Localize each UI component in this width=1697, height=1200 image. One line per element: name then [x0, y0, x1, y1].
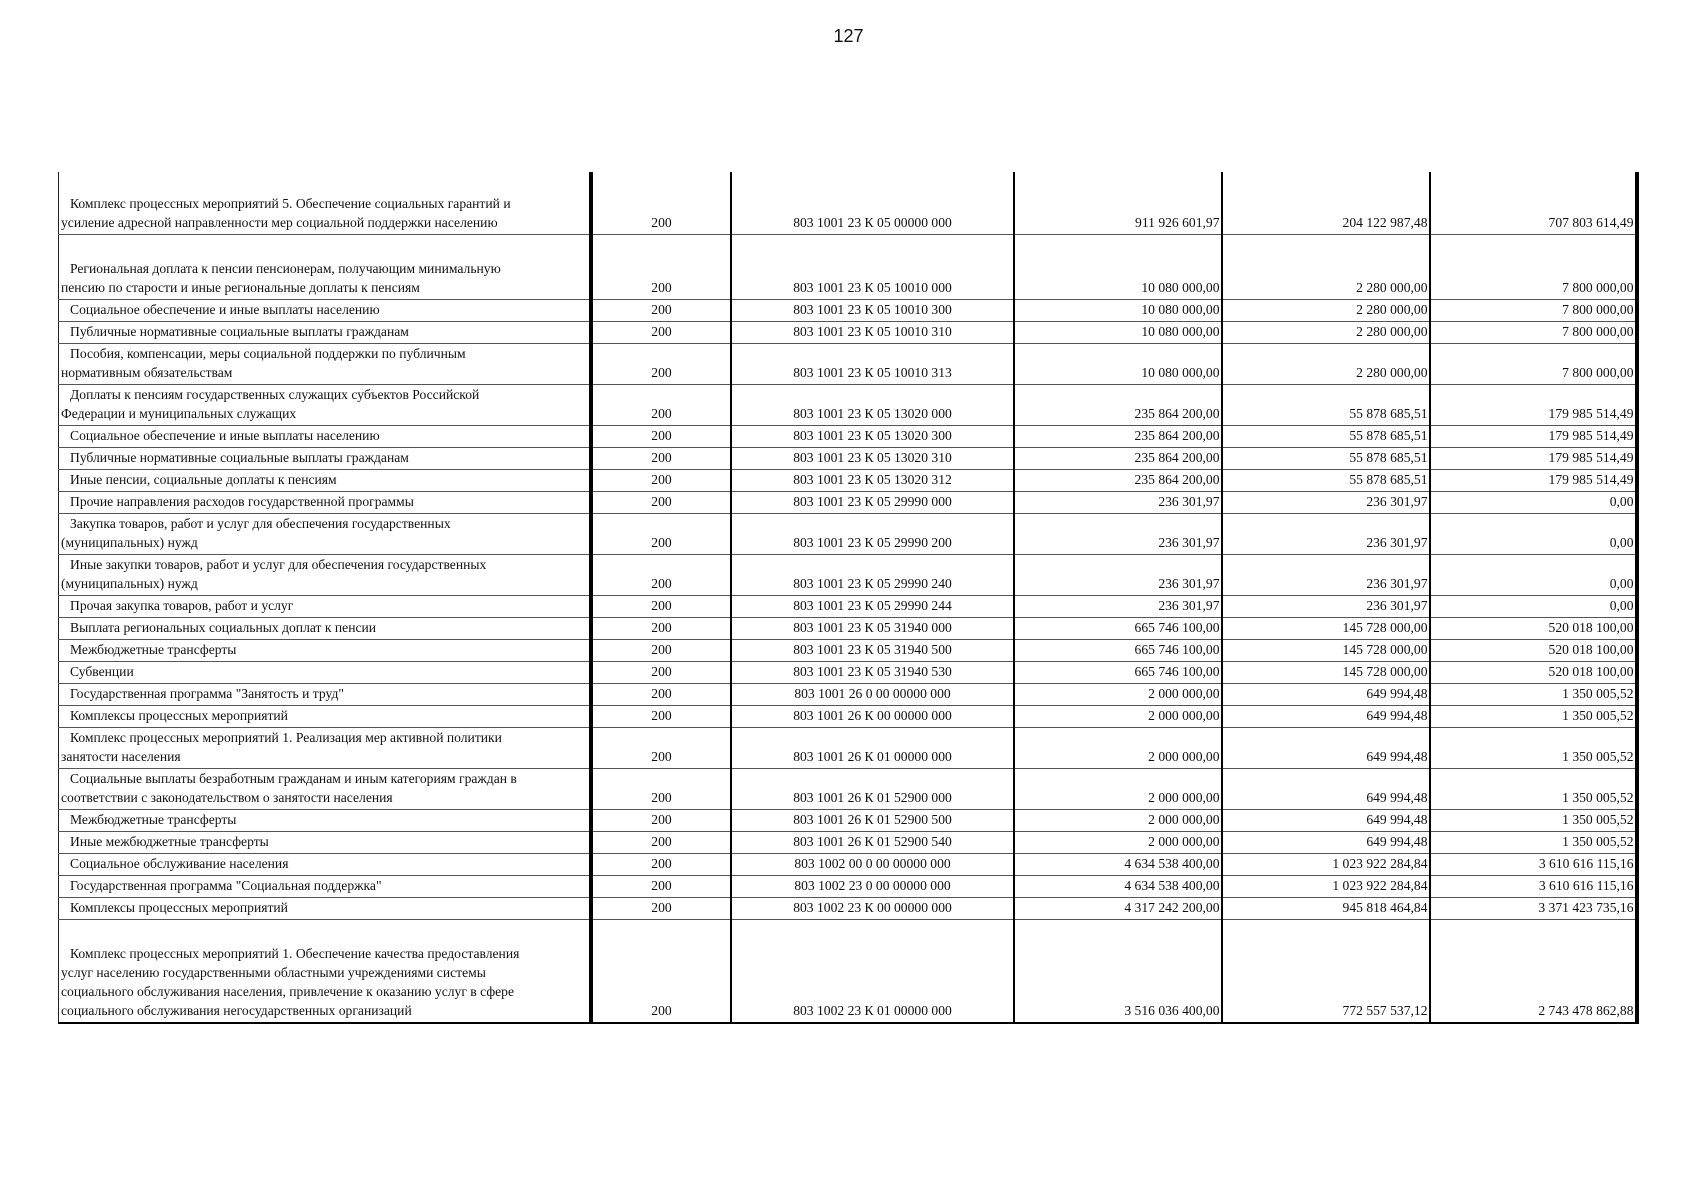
- table-row: [59, 344, 1637, 385]
- row-kbk-cell: 803 1002 23 К 00 00000 000: [731, 898, 1014, 920]
- row-executed-cell: 649 994,48: [1222, 769, 1430, 810]
- row-name-line: Иные пенсии, социальные доплаты к пенсиям: [70, 472, 337, 487]
- row-approved-cell: 235 864 200,00: [1014, 385, 1222, 426]
- row-code-cell: 200: [591, 596, 731, 618]
- row-name-cell: [59, 920, 591, 1024]
- row-name-line: (муниципальных) нужд: [61, 535, 198, 550]
- row-remaining-cell: 1 350 005,52: [1430, 832, 1637, 854]
- row-code-cell: 200: [591, 662, 731, 684]
- table-row: [59, 618, 1637, 640]
- row-name-cell: [59, 172, 591, 235]
- row-kbk-cell: 803 1001 23 К 05 29990 000: [731, 492, 1014, 514]
- row-name-cell: [59, 618, 591, 640]
- row-code-cell: 200: [591, 920, 731, 1024]
- row-executed-cell: 649 994,48: [1222, 706, 1430, 728]
- row-kbk-cell: 803 1001 23 К 05 29990 200: [731, 514, 1014, 555]
- row-remaining-cell: 520 018 100,00: [1430, 662, 1637, 684]
- table-row: [59, 235, 1637, 300]
- row-name-line: Субвенции: [70, 664, 134, 679]
- row-name-cell: [59, 344, 591, 385]
- row-remaining-cell: 179 985 514,49: [1430, 385, 1637, 426]
- row-remaining-cell: 520 018 100,00: [1430, 640, 1637, 662]
- row-code-cell: 200: [591, 426, 731, 448]
- row-kbk-cell: 803 1001 26 К 01 52900 540: [731, 832, 1014, 854]
- row-name-cell: [59, 706, 591, 728]
- row-kbk-cell: 803 1001 23 К 05 10010 310: [731, 322, 1014, 344]
- table-row: [59, 514, 1637, 555]
- row-kbk-cell: 803 1001 23 К 05 10010 300: [731, 300, 1014, 322]
- row-approved-cell: 10 080 000,00: [1014, 235, 1222, 300]
- row-remaining-cell: 7 800 000,00: [1430, 344, 1637, 385]
- row-code-cell: 200: [591, 706, 731, 728]
- row-executed-cell: 649 994,48: [1222, 832, 1430, 854]
- table-row: [59, 832, 1637, 854]
- row-name-cell: [59, 876, 591, 898]
- row-name-line: (муниципальных) нужд: [61, 576, 198, 591]
- row-executed-cell: 1 023 922 284,84: [1222, 854, 1430, 876]
- row-executed-cell: 145 728 000,00: [1222, 618, 1430, 640]
- row-name-line: Комплекс процессных мероприятий 1. Обеспечение качества предоставления: [70, 946, 520, 961]
- row-remaining-cell: 0,00: [1430, 596, 1637, 618]
- row-executed-cell: 649 994,48: [1222, 728, 1430, 769]
- row-executed-cell: 236 301,97: [1222, 596, 1430, 618]
- row-name-line: Региональная доплата к пенсии пенсионерам, получающим минимальную: [70, 261, 501, 276]
- row-name-cell: [59, 448, 591, 470]
- row-executed-cell: 2 280 000,00: [1222, 235, 1430, 300]
- row-name-line: Публичные нормативные социальные выплаты гражданам: [70, 450, 409, 465]
- row-name-cell: [59, 385, 591, 426]
- row-remaining-cell: 3 371 423 735,16: [1430, 898, 1637, 920]
- row-executed-cell: 204 122 987,48: [1222, 172, 1430, 235]
- row-kbk-cell: 803 1002 23 К 01 00000 000: [731, 920, 1014, 1024]
- row-executed-cell: 1 023 922 284,84: [1222, 876, 1430, 898]
- row-name-line: Федерации и муниципальных служащих: [61, 406, 297, 421]
- row-remaining-cell: 707 803 614,49: [1430, 172, 1637, 235]
- row-executed-cell: 772 557 537,12: [1222, 920, 1430, 1024]
- table-row: [59, 300, 1637, 322]
- row-name-cell: [59, 235, 591, 300]
- row-executed-cell: 2 280 000,00: [1222, 300, 1430, 322]
- table-row: [59, 492, 1637, 514]
- table-body: [59, 172, 1637, 1023]
- row-remaining-cell: 7 800 000,00: [1430, 235, 1637, 300]
- row-approved-cell: 3 516 036 400,00: [1014, 920, 1222, 1024]
- row-name-line: Иные закупки товаров, работ и услуг для обеспечения государственных: [70, 557, 487, 572]
- row-name-cell: [59, 555, 591, 596]
- row-remaining-cell: 0,00: [1430, 492, 1637, 514]
- row-remaining-cell: 0,00: [1430, 514, 1637, 555]
- row-name-line: Социальное обеспечение и иные выплаты населению: [70, 302, 380, 317]
- row-name-cell: [59, 832, 591, 854]
- table-row: [59, 706, 1637, 728]
- row-executed-cell: 55 878 685,51: [1222, 385, 1430, 426]
- table-row: [59, 596, 1637, 618]
- row-name-line: социального обслуживания негосударственных организаций: [61, 1003, 412, 1018]
- table-row: [59, 640, 1637, 662]
- row-name-cell: [59, 322, 591, 344]
- row-code-cell: 200: [591, 470, 731, 492]
- row-approved-cell: 4 317 242 200,00: [1014, 898, 1222, 920]
- row-name-cell: [59, 810, 591, 832]
- row-code-cell: 200: [591, 555, 731, 596]
- table-row: [59, 426, 1637, 448]
- row-code-cell: 200: [591, 898, 731, 920]
- budget-table: [58, 172, 1639, 1024]
- row-name-cell: [59, 426, 591, 448]
- table-row: [59, 876, 1637, 898]
- row-code-cell: 200: [591, 172, 731, 235]
- row-approved-cell: 10 080 000,00: [1014, 344, 1222, 385]
- row-approved-cell: 236 301,97: [1014, 596, 1222, 618]
- row-name-line: Межбюджетные трансферты: [70, 812, 237, 827]
- row-name-line: Комплексы процессных мероприятий: [70, 900, 288, 915]
- row-remaining-cell: 179 985 514,49: [1430, 448, 1637, 470]
- table-row: [59, 769, 1637, 810]
- row-code-cell: 200: [591, 854, 731, 876]
- row-code-cell: 200: [591, 514, 731, 555]
- row-executed-cell: 945 818 464,84: [1222, 898, 1430, 920]
- row-kbk-cell: 803 1001 23 К 05 31940 500: [731, 640, 1014, 662]
- row-executed-cell: 145 728 000,00: [1222, 662, 1430, 684]
- row-name-line: Закупка товаров, работ и услуг для обеспечения государственных: [70, 516, 451, 531]
- row-name-cell: [59, 492, 591, 514]
- row-kbk-cell: 803 1001 23 К 05 10010 000: [731, 235, 1014, 300]
- row-executed-cell: 2 280 000,00: [1222, 322, 1430, 344]
- table-row: [59, 920, 1637, 1024]
- row-code-cell: 200: [591, 300, 731, 322]
- row-executed-cell: 145 728 000,00: [1222, 640, 1430, 662]
- table-row: [59, 172, 1637, 235]
- row-code-cell: 200: [591, 385, 731, 426]
- row-approved-cell: 236 301,97: [1014, 492, 1222, 514]
- row-kbk-cell: 803 1001 23 К 05 13020 000: [731, 385, 1014, 426]
- row-remaining-cell: 179 985 514,49: [1430, 426, 1637, 448]
- row-code-cell: 200: [591, 810, 731, 832]
- row-remaining-cell: 520 018 100,00: [1430, 618, 1637, 640]
- row-executed-cell: 236 301,97: [1222, 492, 1430, 514]
- row-name-line: Пособия, компенсации, меры социальной поддержки по публичным: [70, 346, 466, 361]
- row-remaining-cell: 179 985 514,49: [1430, 470, 1637, 492]
- row-executed-cell: 2 280 000,00: [1222, 344, 1430, 385]
- row-name-cell: [59, 514, 591, 555]
- row-executed-cell: 55 878 685,51: [1222, 470, 1430, 492]
- row-kbk-cell: 803 1001 23 К 05 29990 240: [731, 555, 1014, 596]
- row-code-cell: 200: [591, 832, 731, 854]
- row-name-line: Комплексы процессных мероприятий: [70, 708, 288, 723]
- row-executed-cell: 236 301,97: [1222, 514, 1430, 555]
- row-remaining-cell: 1 350 005,52: [1430, 810, 1637, 832]
- row-name-line: услуг населению государственными областными учреждениями системы: [61, 965, 486, 980]
- table-row: [59, 684, 1637, 706]
- row-name-line: Публичные нормативные социальные выплаты гражданам: [70, 324, 409, 339]
- row-code-cell: 200: [591, 769, 731, 810]
- row-kbk-cell: 803 1001 23 К 05 31940 000: [731, 618, 1014, 640]
- row-name-cell: [59, 596, 591, 618]
- row-name-line: Комплекс процессных мероприятий 1. Реализация мер активной политики: [70, 730, 502, 745]
- row-executed-cell: 55 878 685,51: [1222, 448, 1430, 470]
- row-kbk-cell: 803 1002 23 0 00 00000 000: [731, 876, 1014, 898]
- row-name-line: соответствии с законодательством о занятости населения: [61, 790, 393, 805]
- row-name-line: нормативным обязательствам: [61, 365, 233, 380]
- row-name-line: Комплекс процессных мероприятий 5. Обеспечение социальных гарантий и: [70, 196, 511, 211]
- row-name-line: Социальное обеспечение и иные выплаты населению: [70, 428, 380, 443]
- row-name-line: социального обслуживания населения, привлечение к оказанию услуг в сфере: [61, 984, 514, 999]
- row-name-line: Социальное обслуживание населения: [70, 856, 289, 871]
- table-row: [59, 810, 1637, 832]
- row-approved-cell: 665 746 100,00: [1014, 618, 1222, 640]
- row-name-line: усиление адресной направленности мер социальной поддержки населению: [61, 215, 498, 230]
- row-kbk-cell: 803 1001 26 К 01 52900 500: [731, 810, 1014, 832]
- row-name-cell: [59, 470, 591, 492]
- row-kbk-cell: 803 1001 23 К 05 29990 244: [731, 596, 1014, 618]
- row-kbk-cell: 803 1001 26 К 00 00000 000: [731, 706, 1014, 728]
- row-approved-cell: 2 000 000,00: [1014, 832, 1222, 854]
- row-kbk-cell: 803 1001 23 К 05 13020 300: [731, 426, 1014, 448]
- row-approved-cell: 4 634 538 400,00: [1014, 854, 1222, 876]
- row-executed-cell: 649 994,48: [1222, 684, 1430, 706]
- row-remaining-cell: 7 800 000,00: [1430, 300, 1637, 322]
- row-name-cell: [59, 898, 591, 920]
- row-remaining-cell: 3 610 616 115,16: [1430, 876, 1637, 898]
- row-name-cell: [59, 769, 591, 810]
- row-name-cell: [59, 684, 591, 706]
- row-approved-cell: 10 080 000,00: [1014, 300, 1222, 322]
- row-name-line: Государственная программа "Социальная поддержка": [70, 878, 382, 893]
- row-code-cell: 200: [591, 344, 731, 385]
- row-approved-cell: 10 080 000,00: [1014, 322, 1222, 344]
- row-kbk-cell: 803 1002 00 0 00 00000 000: [731, 854, 1014, 876]
- row-approved-cell: 665 746 100,00: [1014, 662, 1222, 684]
- table-row: [59, 322, 1637, 344]
- row-code-cell: 200: [591, 640, 731, 662]
- row-name-line: Иные межбюджетные трансферты: [70, 834, 269, 849]
- row-code-cell: 200: [591, 684, 731, 706]
- row-code-cell: 200: [591, 322, 731, 344]
- row-name-cell: [59, 728, 591, 769]
- row-executed-cell: 649 994,48: [1222, 810, 1430, 832]
- table-row: [59, 898, 1637, 920]
- table-row: [59, 854, 1637, 876]
- row-approved-cell: 2 000 000,00: [1014, 706, 1222, 728]
- row-approved-cell: 665 746 100,00: [1014, 640, 1222, 662]
- row-approved-cell: 2 000 000,00: [1014, 684, 1222, 706]
- row-code-cell: 200: [591, 448, 731, 470]
- table-row: [59, 448, 1637, 470]
- table-row: [59, 728, 1637, 769]
- row-name-line: Прочая закупка товаров, работ и услуг: [70, 598, 294, 613]
- row-remaining-cell: 1 350 005,52: [1430, 728, 1637, 769]
- row-name-line: занятости населения: [61, 749, 181, 764]
- row-approved-cell: 235 864 200,00: [1014, 470, 1222, 492]
- row-code-cell: 200: [591, 876, 731, 898]
- row-remaining-cell: 2 743 478 862,88: [1430, 920, 1637, 1024]
- row-remaining-cell: 7 800 000,00: [1430, 322, 1637, 344]
- row-kbk-cell: 803 1001 23 К 05 31940 530: [731, 662, 1014, 684]
- row-name-cell: [59, 854, 591, 876]
- row-name-cell: [59, 300, 591, 322]
- row-name-line: Доплаты к пенсиям государственных служащих субъектов Российской: [70, 387, 480, 402]
- row-kbk-cell: 803 1001 23 К 05 13020 310: [731, 448, 1014, 470]
- row-code-cell: 200: [591, 235, 731, 300]
- row-approved-cell: 4 634 538 400,00: [1014, 876, 1222, 898]
- row-remaining-cell: 1 350 005,52: [1430, 684, 1637, 706]
- row-executed-cell: 236 301,97: [1222, 555, 1430, 596]
- row-approved-cell: 236 301,97: [1014, 514, 1222, 555]
- row-code-cell: 200: [591, 728, 731, 769]
- row-name-line: пенсию по старости и иные региональные доплаты к пенсиям: [61, 280, 420, 295]
- row-kbk-cell: 803 1001 26 0 00 00000 000: [731, 684, 1014, 706]
- row-approved-cell: 2 000 000,00: [1014, 810, 1222, 832]
- row-kbk-cell: 803 1001 23 К 05 13020 312: [731, 470, 1014, 492]
- row-remaining-cell: 3 610 616 115,16: [1430, 854, 1637, 876]
- table-row: [59, 470, 1637, 492]
- row-kbk-cell: 803 1001 26 К 01 52900 000: [731, 769, 1014, 810]
- table-row: [59, 662, 1637, 684]
- row-code-cell: 200: [591, 492, 731, 514]
- row-name-line: Социальные выплаты безработным гражданам и иным категориям граждан в: [70, 771, 517, 786]
- row-approved-cell: 235 864 200,00: [1014, 426, 1222, 448]
- row-name-line: Прочие направления расходов государственной программы: [70, 494, 414, 509]
- row-name-cell: [59, 640, 591, 662]
- row-name-line: Государственная программа "Занятость и труд": [70, 686, 344, 701]
- row-kbk-cell: 803 1001 26 К 01 00000 000: [731, 728, 1014, 769]
- row-remaining-cell: 0,00: [1430, 555, 1637, 596]
- row-approved-cell: 2 000 000,00: [1014, 769, 1222, 810]
- row-approved-cell: 2 000 000,00: [1014, 728, 1222, 769]
- row-remaining-cell: 1 350 005,52: [1430, 706, 1637, 728]
- row-kbk-cell: 803 1001 23 К 05 10010 313: [731, 344, 1014, 385]
- page-number: 127: [833, 26, 864, 46]
- row-remaining-cell: 1 350 005,52: [1430, 769, 1637, 810]
- row-code-cell: 200: [591, 618, 731, 640]
- row-kbk-cell: 803 1001 23 К 05 00000 000: [731, 172, 1014, 235]
- row-name-line: Выплата региональных социальных доплат к пенсии: [70, 620, 377, 635]
- table-row: [59, 385, 1637, 426]
- table-row: [59, 555, 1637, 596]
- row-approved-cell: 236 301,97: [1014, 555, 1222, 596]
- row-name-cell: [59, 662, 591, 684]
- row-approved-cell: 911 926 601,97: [1014, 172, 1222, 235]
- row-executed-cell: 55 878 685,51: [1222, 426, 1430, 448]
- row-name-line: Межбюджетные трансферты: [70, 642, 237, 657]
- row-approved-cell: 235 864 200,00: [1014, 448, 1222, 470]
